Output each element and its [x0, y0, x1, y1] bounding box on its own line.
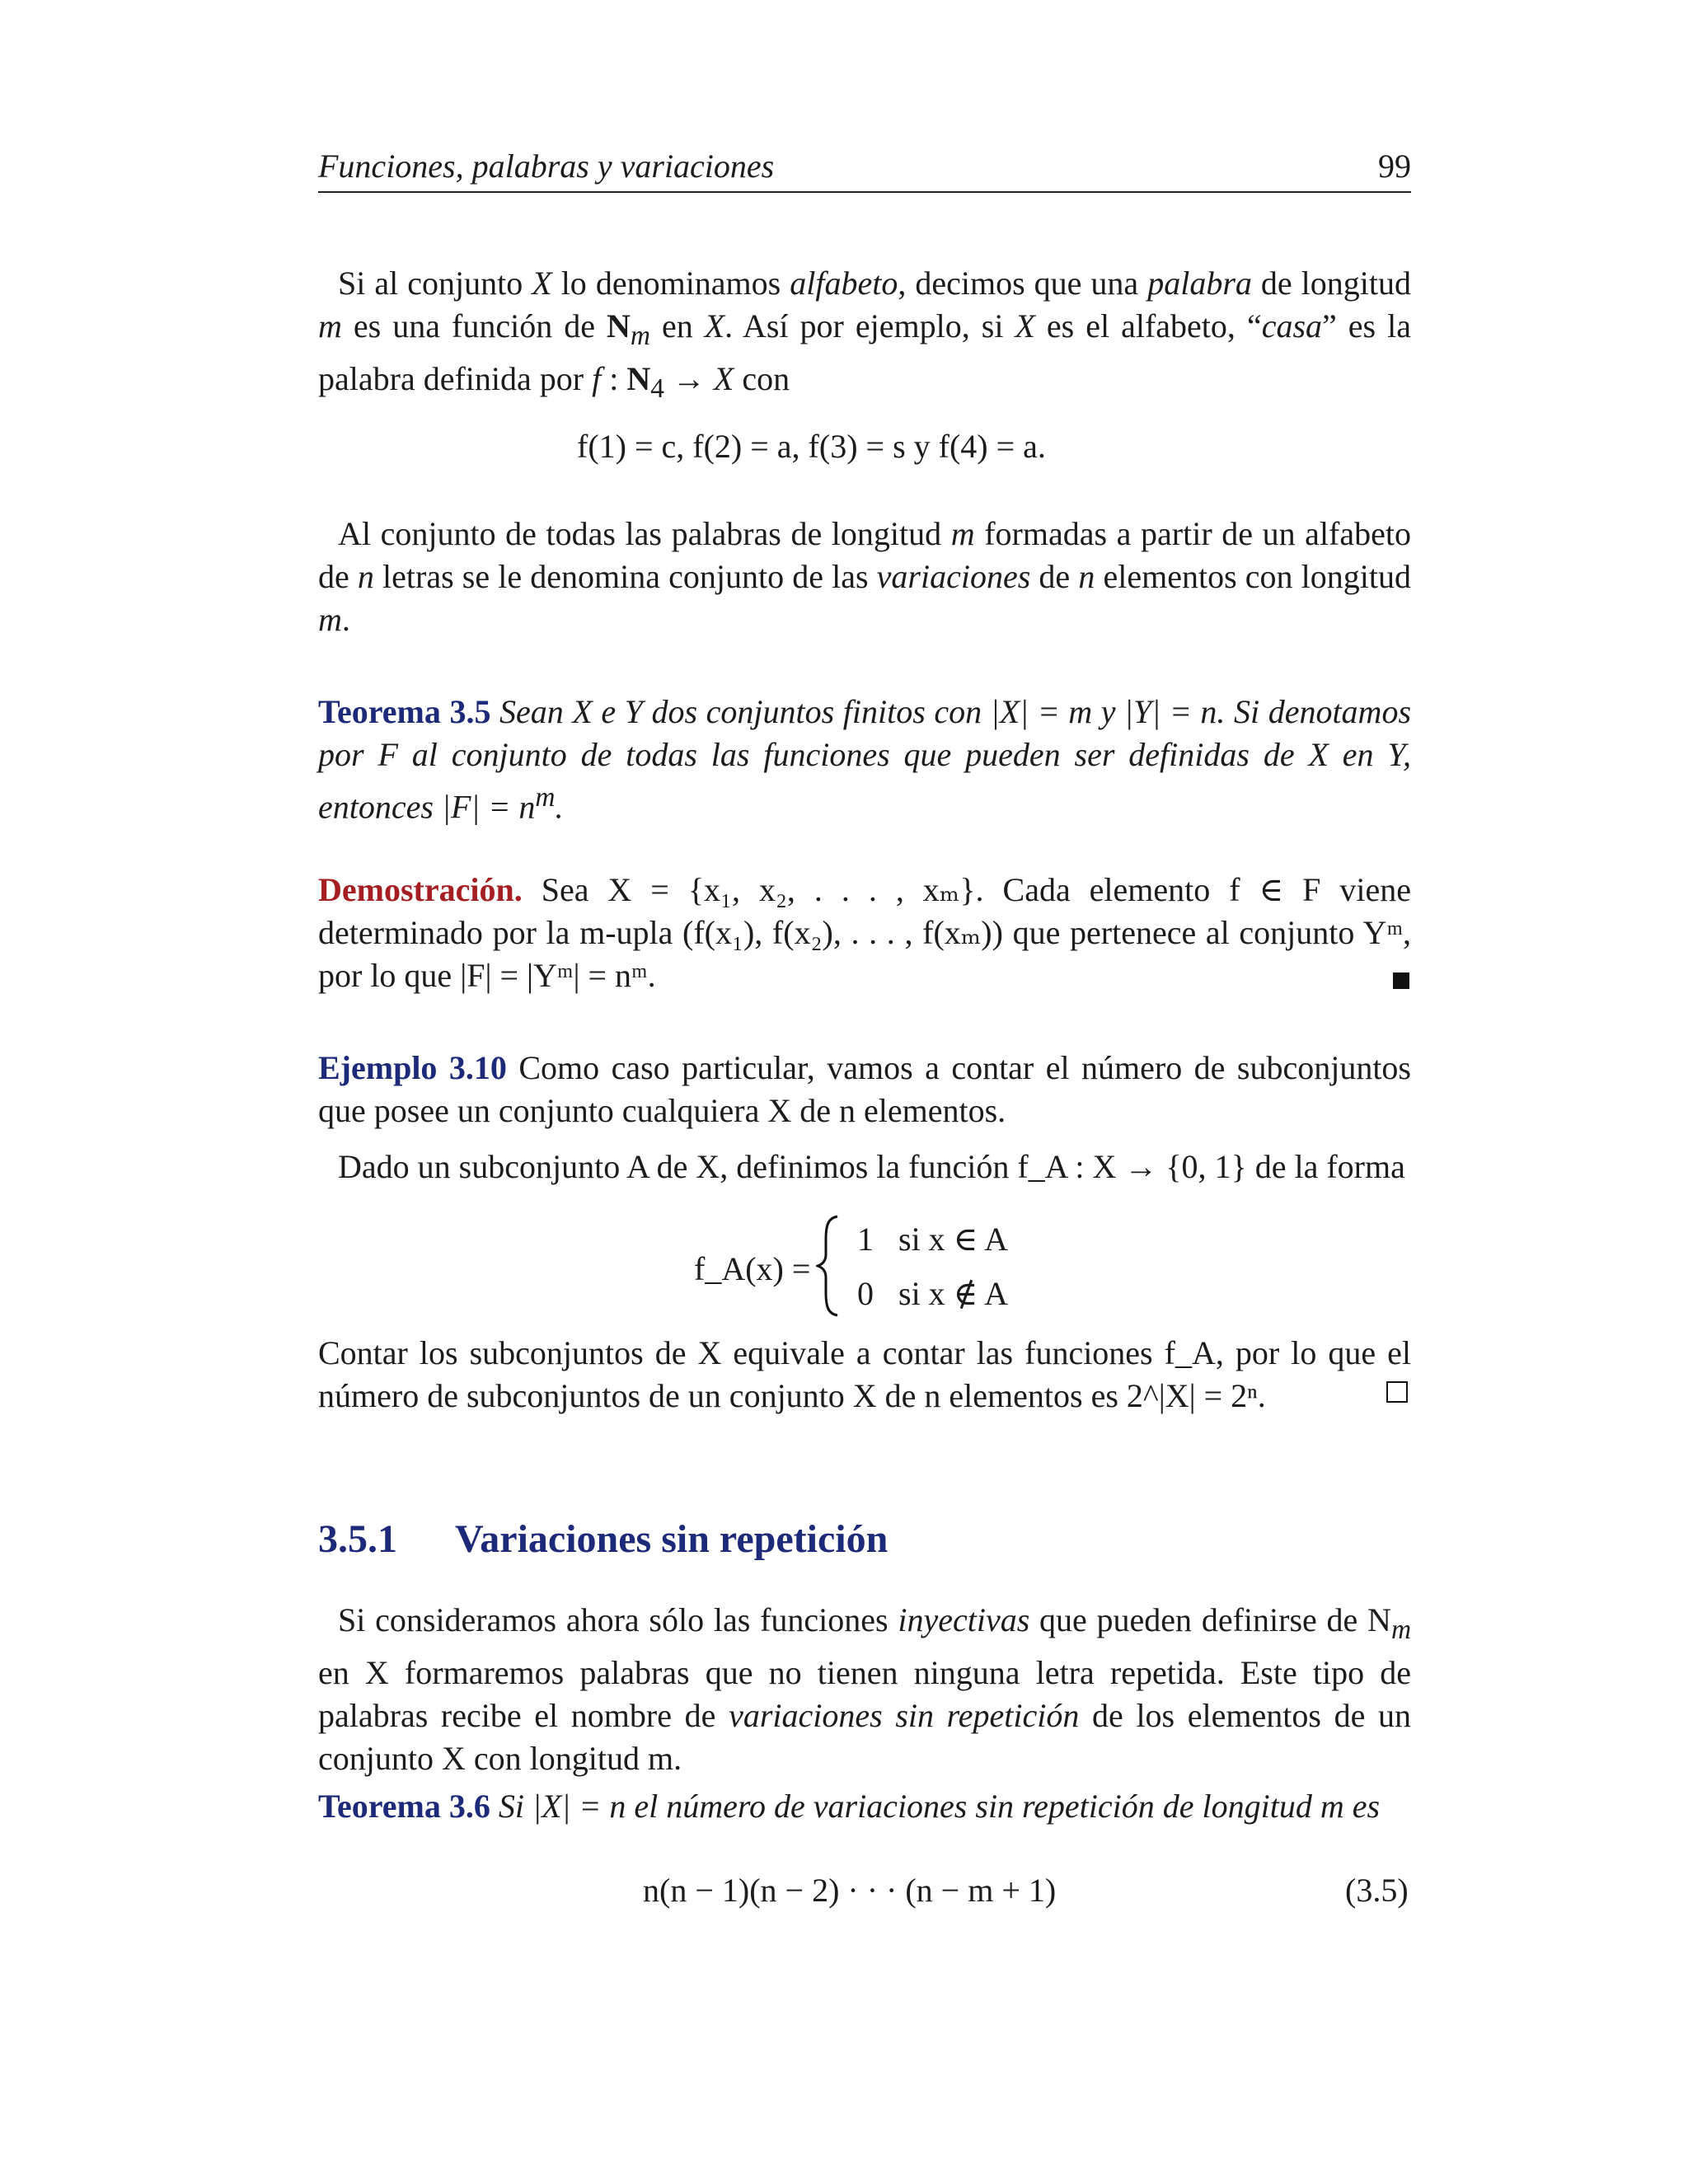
- piecewise-lhs: f_A(x) =: [694, 1250, 811, 1287]
- section-number: 3.5.1: [318, 1517, 397, 1561]
- paragraph-funcion-fa: Dado un subconjunto A de X, definimos la función f_A : X → {0, 1} de la forma: [338, 1148, 1405, 1185]
- case1-value: 1: [857, 1221, 874, 1258]
- header-title: Funciones, palabras y variaciones: [318, 148, 775, 185]
- left-brace: [816, 1215, 839, 1317]
- equation-casa: f(1) = c, f(2) = a, f(3) = s y f(4) = a.: [577, 428, 1046, 465]
- section-title: Variaciones sin repetición: [455, 1517, 889, 1561]
- paragraph-contar-subconjuntos: Contar los subconjuntos de X equivale a contar las funciones f_A, por lo que el número de subconjuntos de un conjunto X de n elementos es 2^|X| = 2ⁿ.: [318, 1334, 1411, 1414]
- qed-filled-square: [1393, 972, 1409, 989]
- case2-value: 0: [857, 1275, 874, 1312]
- theorem-label: Teorema 3.6: [318, 1788, 490, 1825]
- theorem-label: Teorema 3.5: [318, 693, 491, 730]
- case1-condition: si x ∈ A: [898, 1221, 1008, 1258]
- page-number: 99: [1378, 148, 1411, 185]
- section-heading: [318, 1516, 888, 1562]
- equation-tag: (3.5): [1345, 1872, 1409, 1909]
- case2-condition: si x ∉ A: [898, 1275, 1008, 1312]
- example-label: Ejemplo 3.10: [318, 1049, 507, 1086]
- paragraph-palabra-definition: Si al conjunto X lo denominamos alfabeto, decimos que una palabra de longitud m es una función de $N_m$ en X. Así por ejemplo, si X es el alfabeto, “casa” es la palabra definida por f : $N_4 \to X$ con: [318, 265, 1412, 404]
- running-header: [318, 145, 1411, 193]
- theorem-3-6: Teorema 3.6 Si |X| = n el número de variaciones sin repetición de longitud m es: [318, 1788, 1381, 1825]
- equation-3-5: n(n − 1)(n − 2) · · · (n − m + 1): [643, 1872, 1057, 1909]
- paragraph-variaciones: Al conjunto de todas las palabras de longitud m formadas a partir de un alfabeto de n letras se le denomina conjunto de las variaciones de n elementos con longitud m.: [318, 515, 1411, 638]
- proof: Demostración. Sea X = {x₁, x₂, . . . , xₘ}. Cada elemento f ∈ F viene determinado por la m-upla (f(x₁), f(x₂), . . . , f(xₘ)) que pertenece al conjunto Yᵐ, por lo que |F| = |Yᵐ| = nᵐ.: [318, 871, 1411, 994]
- theorem-3-5: Teorema 3.5 Sean X e Y dos conjuntos finitos con |X| = m y |Y| = n. Si denotamos por F al conjunto de todas las funciones que pueden ser definidas de X en Y, entonces $|F| = n^m$.: [318, 693, 1412, 826]
- proof-label: Demostración.: [318, 871, 523, 908]
- example-3-10: Ejemplo 3.10 Como caso particular, vamos a contar el número de subconjuntos que posee un conjunto cualquiera X de n elementos.: [318, 1049, 1411, 1129]
- paragraph-inyectivas: Si consideramos ahora sólo las funciones inyectivas que pueden definirse de $N_m$ en X formaremos palabras que no tienen ninguna letra repetida. Este tipo de palabras recibe el nombre de variaciones sin repetición de los elementos de un conjunto X con longitud m.: [318, 1601, 1412, 1777]
- qed-empty-square: [1386, 1381, 1408, 1403]
